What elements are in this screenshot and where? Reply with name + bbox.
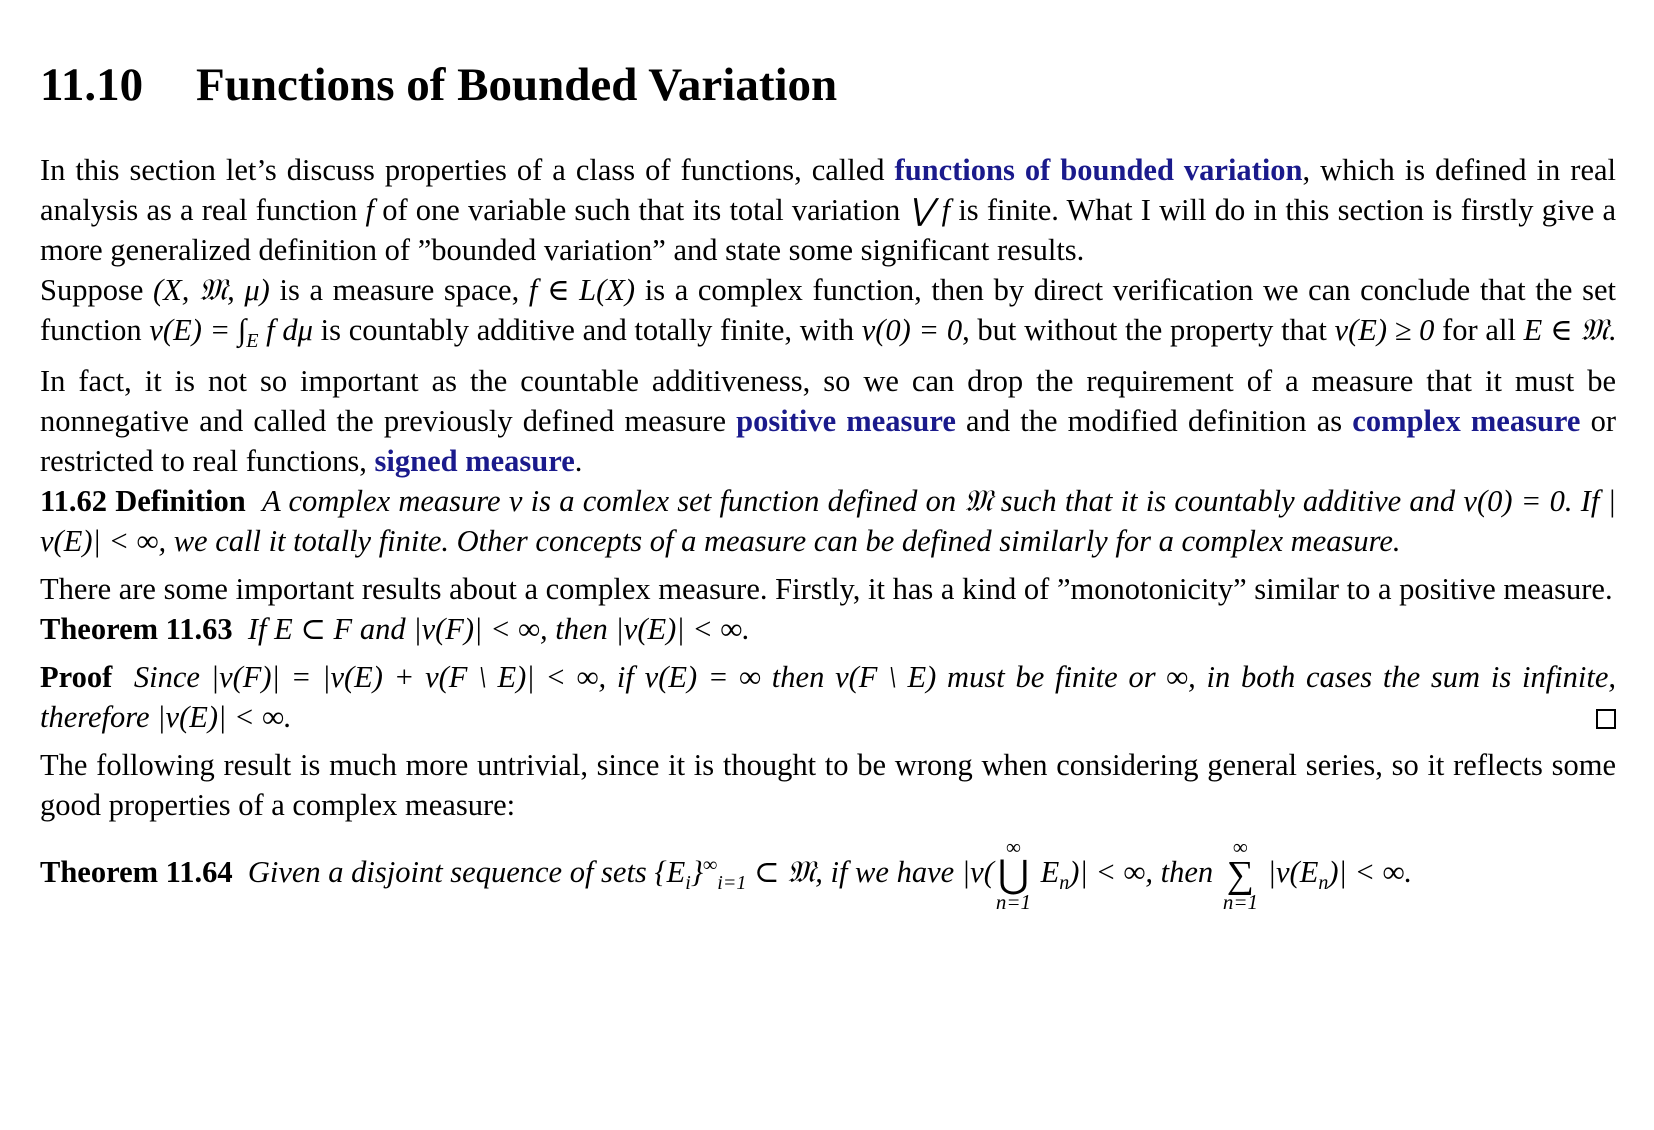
definition-11-62	[40, 481, 1616, 561]
math-difference: ν(F \ E)	[835, 660, 937, 695]
math-f-dmu: f dμ	[258, 313, 313, 347]
text-run: .	[574, 444, 583, 479]
math-measure-space: (X, 𝔐, μ)	[153, 273, 270, 307]
theorem-statement	[247, 835, 1413, 915]
text-run: , but without the property that	[962, 313, 1335, 347]
math-frak-M: 𝔐	[964, 484, 993, 519]
keyword-signed-measure[interactable]: signed measure	[374, 444, 575, 479]
math-infinite: ν(E) = ∞	[644, 660, 762, 695]
math-nu-zero: ν(0) = 0	[861, 313, 963, 347]
theorem-11-64	[40, 837, 1616, 913]
operator-upper-limit: ∞	[1232, 835, 1248, 860]
union-symbol: ⋃	[997, 854, 1030, 897]
math-superscript: ∞	[703, 853, 718, 876]
section-number: 11.10	[40, 59, 144, 111]
paragraph-monotonicity: There are some important results about a complex measure. Firstly, it has a kind of ”monotonicity” similar to a positive measure.	[40, 572, 1613, 607]
text-run: In this section let’s discuss properties of a class of functions, called	[40, 153, 895, 187]
math-nu-zero: ν(0) = 0	[1463, 484, 1565, 519]
text-run: . If	[1564, 484, 1608, 519]
text-run: is a measure space,	[269, 273, 529, 307]
math-subscript: i=1	[717, 872, 747, 895]
math-total-variation: ⋁ f	[908, 193, 951, 227]
text-run: and	[352, 612, 414, 647]
math-E-in-M: E ∈ 𝔐	[1523, 313, 1609, 347]
operator-lower-limit: n=1	[995, 890, 1032, 915]
theorem-11-63	[40, 609, 1616, 649]
text-run: and the modified definition as	[955, 404, 1353, 439]
math-conclusion: |ν(E)| < ∞	[615, 612, 743, 647]
operator-lower-limit: n=1	[1222, 890, 1258, 915]
text-run: , if we have	[815, 855, 962, 890]
section-title: Functions of Bounded Variation	[196, 59, 838, 111]
math-nu-integral: ν(E) = ∫	[149, 313, 247, 347]
math-f-in-L: f ∈ L(X)	[528, 273, 636, 307]
definition-statement	[40, 484, 1616, 558]
intro-paragraph-2	[40, 270, 1616, 481]
text-run: is finite. What I will do in this section is firstly give a more generalized definition of ”bounded variation” and state some significant results.	[40, 193, 1616, 267]
math-sequence: {E	[654, 855, 686, 890]
text-run: If	[247, 612, 275, 647]
math-subset-M: ⊂ 𝔐	[746, 855, 816, 890]
operator-upper-limit: ∞	[1005, 835, 1021, 860]
text-run: .	[742, 612, 750, 647]
text-run: , which is defined in real analysis as a real function	[40, 153, 1616, 227]
math-conclusion: |ν(E)| < ∞	[157, 700, 284, 735]
text-run: or restricted to real functions,	[40, 404, 1617, 479]
math-text: )| < ∞.	[1328, 855, 1413, 890]
keyword-bounded-variation[interactable]: functions of bounded variation	[894, 153, 1303, 187]
theorem-statement	[248, 612, 750, 646]
section-heading	[40, 59, 838, 111]
math-text: E	[1033, 855, 1060, 890]
text-run: is a complex function, then by direct verification we can conclude that the set function	[40, 273, 1616, 347]
text-run: . In fact, it is not so important as the countable additiveness, so we can drop the requirement of a measure that it must be nonnegative and called the previously defined measure	[40, 313, 1616, 439]
proof-label: Proof	[40, 660, 113, 695]
sum-symbol: ∑	[1226, 854, 1254, 897]
proof-block	[40, 657, 1616, 737]
text-run: is countably additive and totally finite, with	[312, 313, 862, 347]
text-run: must be finite or ∞, in both cases the sum is infinite, therefore	[40, 660, 1617, 735]
math-subscript: E	[246, 330, 259, 353]
text-run: .	[284, 700, 292, 735]
keyword-positive-measure[interactable]: positive measure	[736, 404, 956, 439]
math-nonnegative: ν(E) ≥ 0	[1334, 313, 1435, 347]
text-run: Given a disjoint sequence of sets	[247, 855, 655, 890]
text-run: , if	[598, 660, 645, 695]
text-run: Suppose	[40, 273, 154, 307]
text-run: , then	[540, 612, 616, 647]
paragraph-untrivial: The following result is much more untrivial, since it is thought to be wrong when considering general series, so it reflects some good properties of a complex measure:	[40, 748, 1616, 823]
math-subscript: n	[1059, 872, 1070, 895]
math-subscript: n	[1318, 872, 1329, 895]
math-text: |ν(	[961, 855, 994, 890]
math-brace: }	[690, 855, 704, 890]
text-run: then	[761, 660, 836, 695]
big-union-operator	[996, 837, 1031, 913]
math-finite-condition: |ν(E)| < ∞	[40, 484, 1616, 559]
intro-paragraph-1	[40, 150, 1616, 270]
math-condition: |ν(F)| < ∞	[413, 612, 541, 647]
text-run: A complex measure ν is a comlex set function defined on	[262, 484, 965, 519]
qed-square-icon	[1596, 709, 1616, 729]
text-run: for all	[1434, 313, 1524, 347]
text-run: of one variable such that its total variation	[374, 193, 909, 227]
math-subscript: i	[685, 872, 691, 895]
theorem-label: Theorem 11.63	[40, 612, 233, 647]
proof-text	[40, 660, 1616, 734]
section-body	[40, 150, 1616, 913]
math-equation: |ν(F)| = |ν(E) + ν(F \ E)| < ∞	[210, 660, 599, 695]
big-sum-operator	[1223, 837, 1258, 913]
definition-label: 11.62 Definition	[40, 484, 246, 519]
math-f: f	[365, 193, 374, 227]
text-run: , we call it totally finite. Other concepts of a measure can be defined similarly for a complex measure.	[158, 524, 1401, 559]
theorem-label: Theorem 11.64	[40, 855, 233, 890]
math-subset: E ⊂ F	[274, 612, 353, 647]
text-run: such that it is countably additive and	[992, 484, 1464, 519]
text-run: Since	[133, 660, 211, 695]
text-run: , then	[1145, 855, 1221, 890]
math-text: )| < ∞	[1069, 855, 1146, 890]
keyword-complex-measure[interactable]: complex measure	[1352, 404, 1581, 439]
math-text: |ν(E	[1259, 855, 1319, 890]
